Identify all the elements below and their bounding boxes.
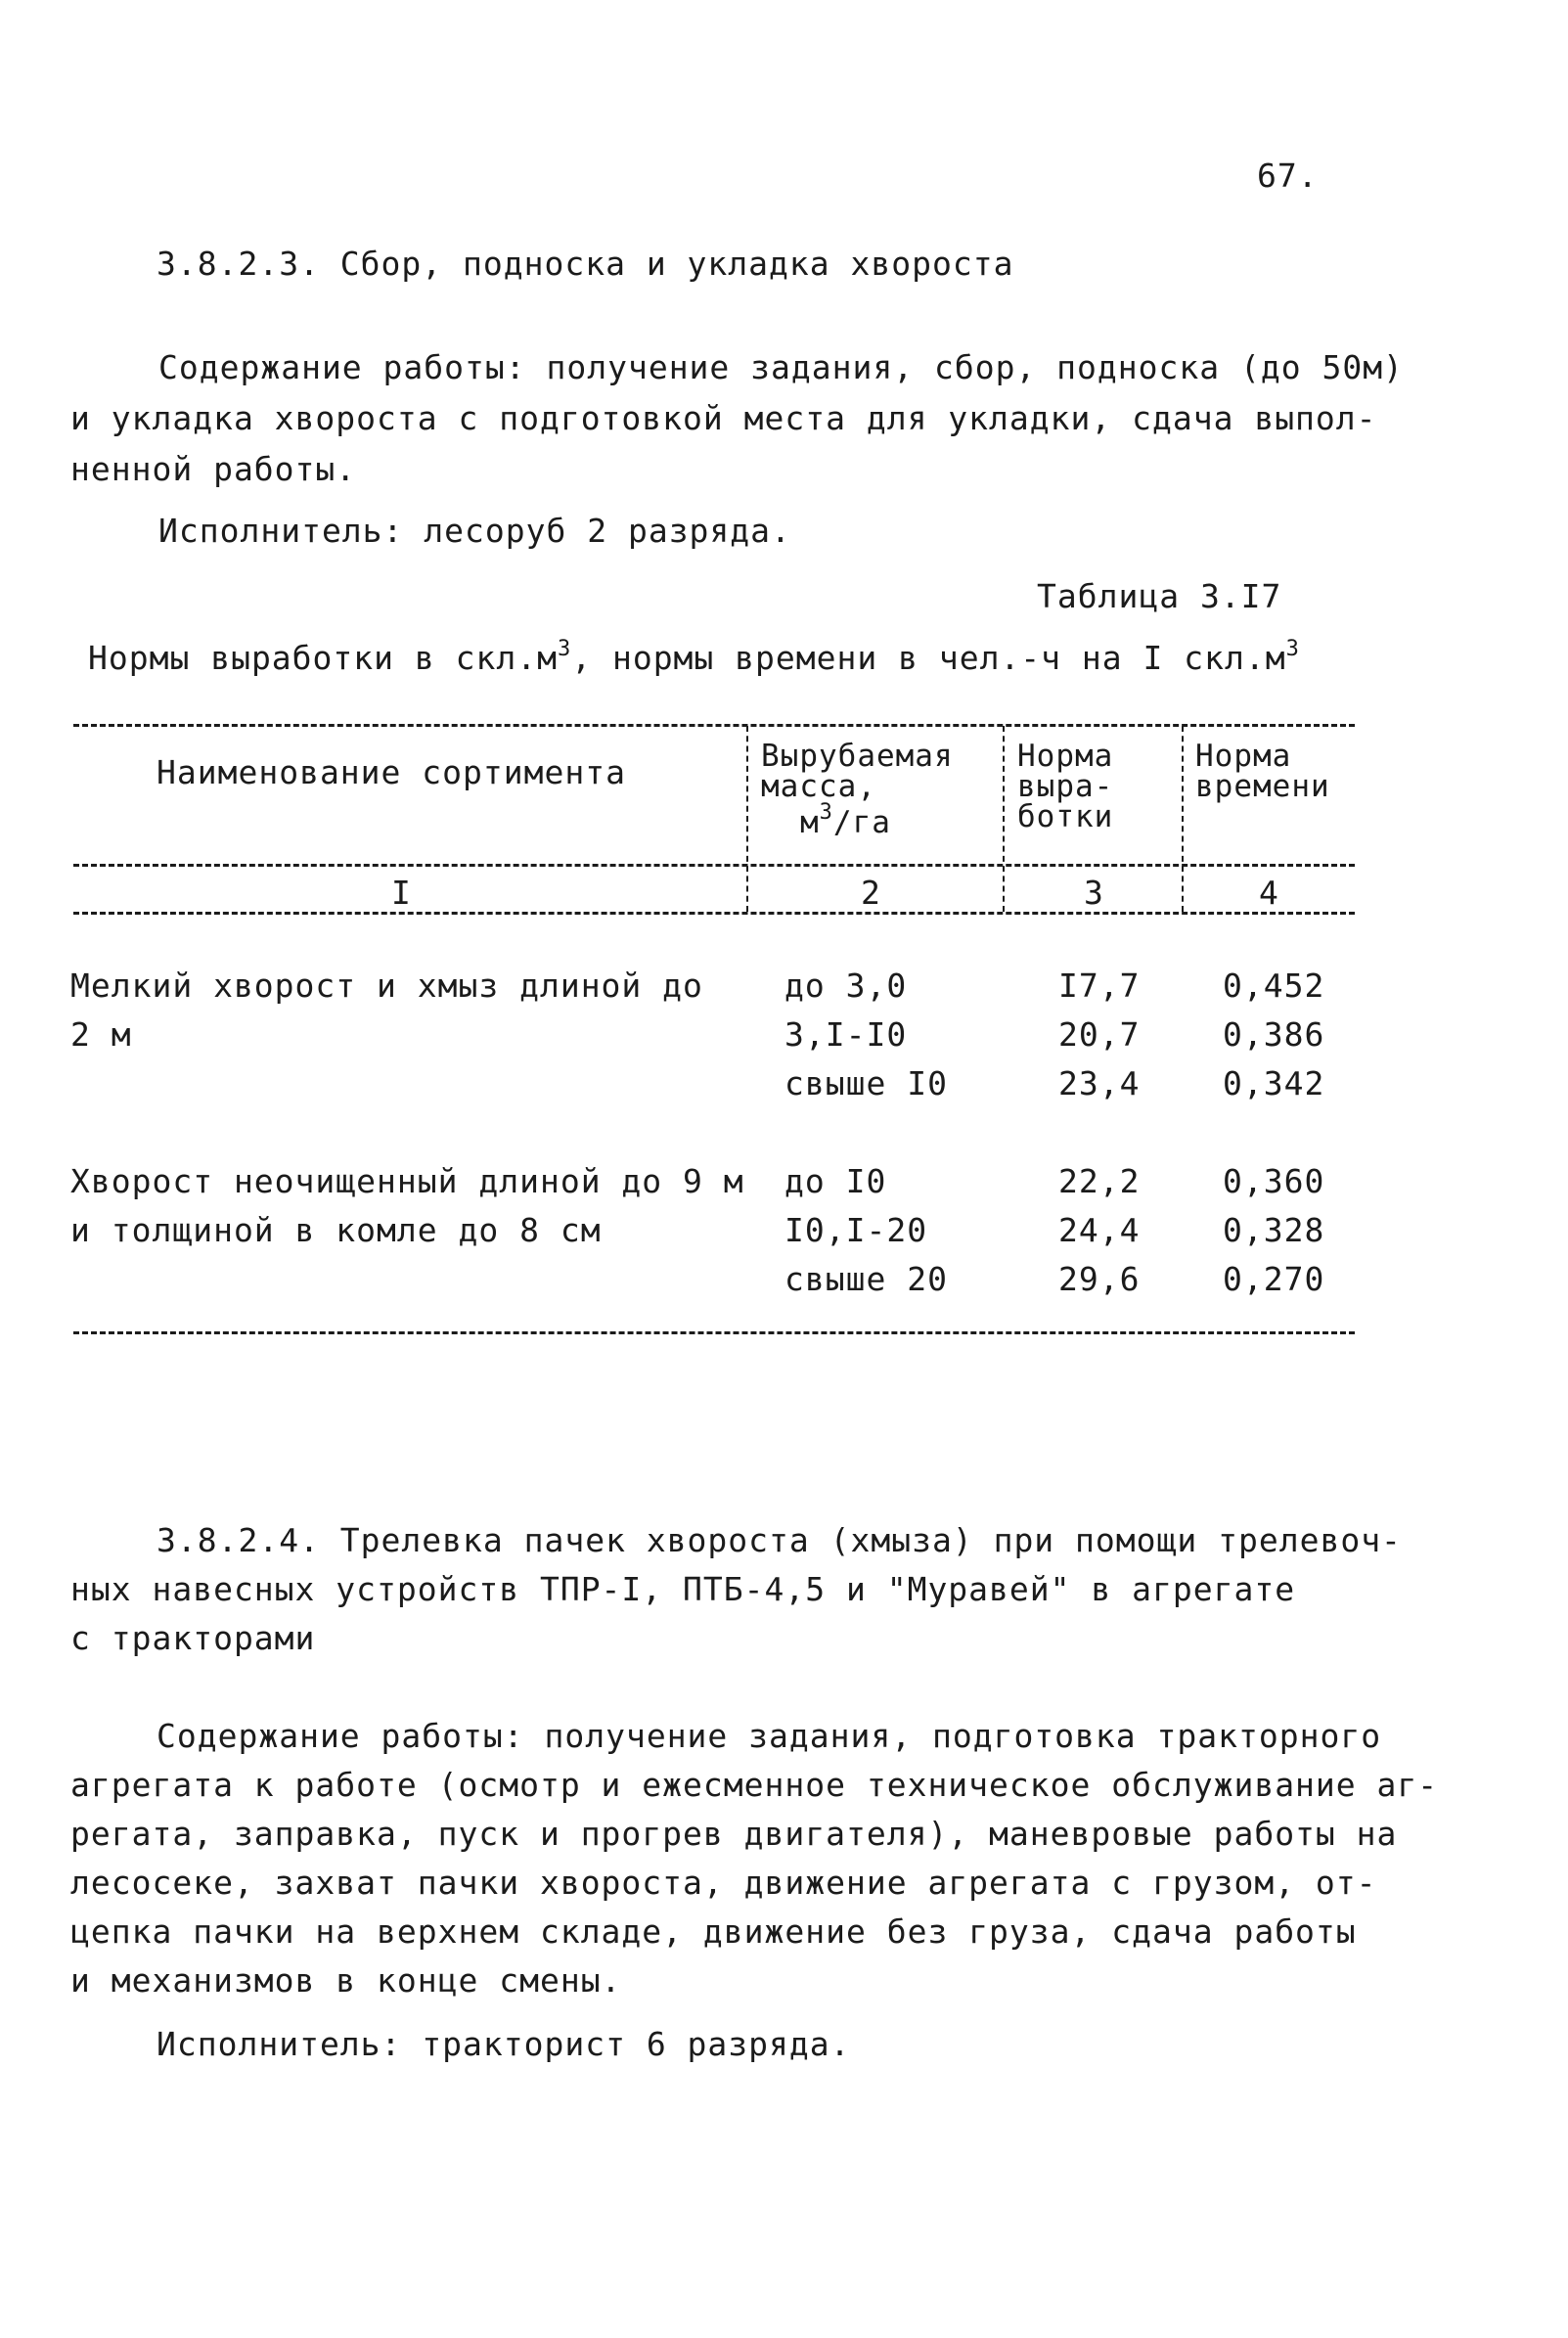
table-cell-mass: свыше I0 [784,1064,948,1102]
table-header-output-line: ботки [1017,799,1114,834]
table-row-name: Мелкий хворост и хмыз длиной до [70,967,703,1005]
table-header-output-line: Норма [1017,739,1114,774]
table-header-mass-line: масса, [761,769,876,804]
table-cell-output: 24,4 [1058,1211,1141,1249]
section-1-heading: 3.8.2.3. Сбор, подноска и укладка хвороста [157,245,1014,283]
table-cell-output: 29,6 [1058,1260,1141,1298]
table-cell-mass: до I0 [784,1162,887,1200]
table-row-name: 2 м [70,1015,132,1054]
section-2-content-line: Содержание работы: получение задания, подготовка тракторного [157,1717,1382,1755]
section-2-content-line: лесосеке, захват пачки хвороста, движение агрегата с грузом, от- [70,1864,1377,1902]
table-caption-part1: Нормы выработки в скл.м [88,639,558,677]
table-caption [88,639,1300,677]
table-cell-output: 20,7 [1058,1015,1141,1054]
table-header-mass-unit-base: м [800,805,820,840]
section-1-executor: Исполнитель: лесоруб 2 разряда. [158,512,791,550]
section-2-heading-line: 3.8.2.4. Трелевка пачек хвороста (хмыза) при помощи трелевоч- [157,1521,1402,1559]
table-cell-output: 23,4 [1058,1064,1141,1102]
section-2-content-line: и механизмов в конце смены. [70,1961,622,2000]
section-1-content-line: ненной работы. [70,450,357,488]
table-cell-time: 0,342 [1223,1064,1325,1102]
table-header-mass-unit-sup: 3 [819,800,833,825]
table-header-rule [73,864,1355,867]
table-header-output-norm [1017,739,1114,834]
table-header-time-norm [1195,739,1330,804]
table-column-number: 2 [861,874,881,912]
section-2-content-line: цепка пачки на верхнем складе, движение без груза, сдача работы [70,1912,1357,1951]
table-cell-mass: 3,I-I0 [784,1015,908,1054]
table-column-number: I [391,874,412,912]
table-cell-mass: I0,I-20 [784,1211,928,1249]
page-number: 67. [1257,157,1319,195]
table-header-output-line: выра- [1017,769,1114,804]
section-1-content-line: и укладка хвороста с подготовкой места для укладки, сдача выпол- [70,399,1377,437]
table-column-divider [1003,726,1005,912]
table-top-rule [73,724,1355,727]
table-header-mass-unit [761,800,954,840]
table-caption-superscript: 3 [557,637,572,661]
section-2-content-line: агрегата к работе (осмотр и ежесменное техническое обслуживание аг- [70,1766,1439,1804]
table-caption-superscript: 3 [1285,637,1300,661]
table-cell-output: I7,7 [1058,967,1141,1005]
section-1-content-line: Содержание работы: получение задания, сбор, подноска (до 50м) [158,348,1404,386]
table-header-mass [761,739,954,840]
table-cell-time: 0,328 [1223,1211,1325,1249]
table-cell-output: 22,2 [1058,1162,1141,1200]
table-header-time-line: Норма [1195,739,1292,774]
table-cell-time: 0,360 [1223,1162,1325,1200]
table-header-mass-line: Вырубаемая [761,739,954,774]
table-header-time-line: времени [1195,769,1330,804]
table-column-number: 4 [1259,874,1279,912]
section-2-executor: Исполнитель: тракторист 6 разряда. [157,2025,851,2063]
table-row-name: и толщиной в комле до 8 см [70,1211,602,1249]
table-cell-mass: свыше 20 [784,1260,948,1298]
table-row-name: Хворост неочищенный длиной до 9 м [70,1162,744,1200]
table-cell-time: 0,270 [1223,1260,1325,1298]
table-cell-time: 0,386 [1223,1015,1325,1054]
table-caption-part2: , нормы времени в чел.-ч на I скл.м [571,639,1286,677]
section-2-heading-line: с тракторами [70,1619,316,1657]
table-column-divider [1182,726,1184,912]
table-column-number: 3 [1084,874,1104,912]
table-cell-time: 0,452 [1223,967,1325,1005]
table-number: Таблица 3.I7 [1037,577,1282,615]
table-header-mass-unit-rest: /га [832,805,891,840]
table-column-divider [746,726,748,912]
section-2-content-line: регата, заправка, пуск и прогрев двигателя), маневровые работы на [70,1815,1398,1853]
section-2-heading-line: ных навесных устройств ТПР-I, ПТБ-4,5 и "Муравей" в агрегате [70,1570,1296,1608]
table-column-numbers-rule [73,912,1355,915]
table-bottom-rule [73,1331,1355,1334]
table-cell-mass: до 3,0 [784,967,908,1005]
table-header-assortment: Наименование сортимента [157,753,626,791]
